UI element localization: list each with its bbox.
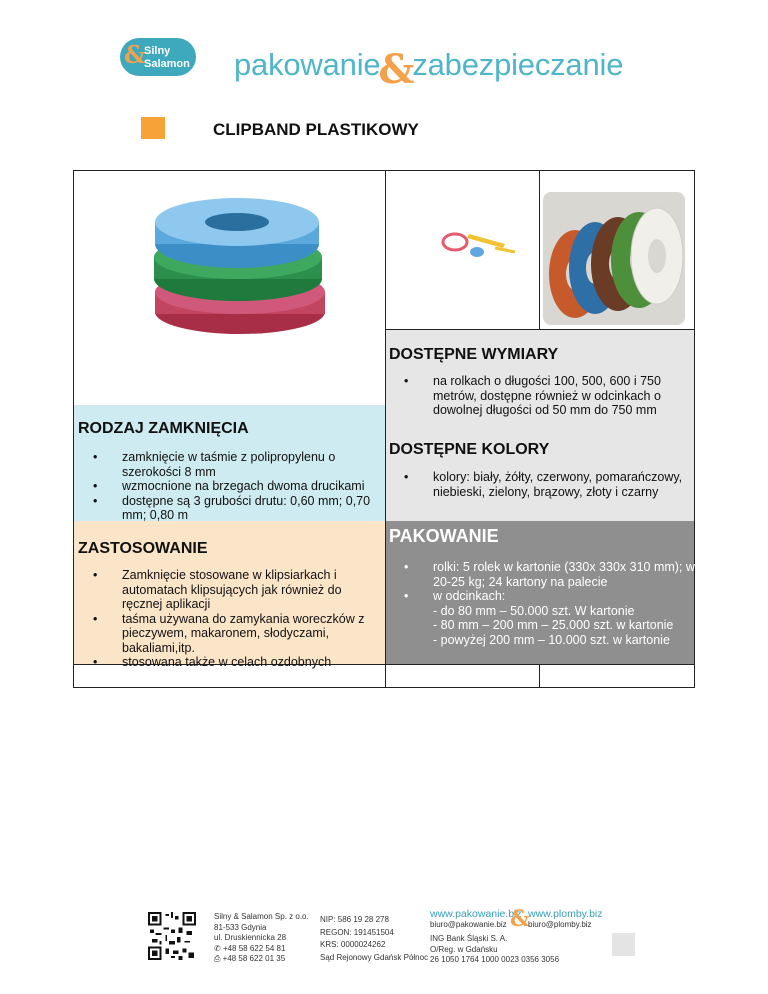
list-item: • stosowana także w celach ozdobnych <box>122 655 368 670</box>
list-item: • zamknięcie w taśmie z polipropylenu o szerokości 8 mm <box>122 450 384 479</box>
footer-mail1-link[interactable]: biuro@pakowanie.biz <box>430 920 507 929</box>
pakowanie-list <box>387 560 729 647</box>
footer-company-name: Silny & Salamon Sp. z o.o. <box>214 912 309 921</box>
company-logo <box>120 38 196 76</box>
footer-site1-link[interactable]: www.pakowanie.biz <box>430 908 522 920</box>
brand-part1: pakowanie <box>234 47 381 82</box>
footer-fax: ⎙ +48 58 622 01 35 <box>214 954 286 963</box>
list-item: • kolory: biały, żółty, czerwony, pomarańczowy, niebieski, zielony, brązowy, złoty i czarny <box>433 470 723 499</box>
footer-gray-box <box>612 933 635 956</box>
grid-line <box>539 664 540 688</box>
qr-code <box>148 912 196 960</box>
footer-nip: NIP: 586 19 28 278 <box>320 915 389 924</box>
svg-text:&: & <box>124 40 146 69</box>
phone-icon: ✆ <box>214 943 221 953</box>
wymiary-list <box>387 374 703 418</box>
fax-icon: ⎙ <box>214 954 221 963</box>
wymiary-heading: DOSTĘPNE WYMIARY <box>389 346 559 363</box>
footer-ampersand: & <box>510 906 530 932</box>
brand-part2: zabezpieczanie <box>412 47 624 82</box>
footer-court: Sąd Rejonowy Gdańsk Północ <box>320 952 429 962</box>
footer-mail2-link[interactable]: biuro@plomby.biz <box>528 920 592 929</box>
brand-wordmark <box>234 38 624 93</box>
rodzaj-list <box>76 450 384 523</box>
footer-registry <box>320 914 428 964</box>
grid-line <box>73 687 695 688</box>
list-item: • Zamknięcie stosowane w klipsiarkach i automatach klipsujących jak również do ręcznej aplikacji <box>122 568 368 612</box>
grid-line <box>385 170 386 688</box>
list-item: • wzmocnione na brzegach dwoma drucikami <box>122 479 384 494</box>
product-title: CLIPBAND PLASTIKOWY <box>213 120 419 139</box>
clips-photo <box>435 220 525 270</box>
footer-bank <box>430 934 559 966</box>
grid-line <box>73 170 695 171</box>
clipband-rolls-photo <box>133 192 343 372</box>
zastosowanie-list <box>76 568 368 670</box>
kolory-list <box>387 470 723 499</box>
kolory-heading: DOSTĘPNE KOLORY <box>389 441 550 458</box>
footer-bank-account: 26 1050 1764 1000 0023 0356 3056 <box>430 955 560 964</box>
color-rolls-photo <box>543 192 685 325</box>
svg-text:Silny: Silny <box>144 45 171 57</box>
footer-company-address <box>214 912 309 965</box>
footer-bank-name: ING Bank Śląski S. A. <box>430 934 508 943</box>
grid-line <box>73 170 74 688</box>
list-item: • na rolkach o długości 100, 500, 600 i 750 metrów, dostępne również w odcinkach o dowolnej długości od 50 mm do 750 mm <box>433 374 703 418</box>
footer-site2-link[interactable]: www.plomby.biz <box>528 908 603 920</box>
pakowanie-heading: PAKOWANIE <box>389 526 499 546</box>
footer-postal: 81-533 Gdynia <box>214 922 267 932</box>
grid-line <box>539 170 540 329</box>
rodzaj-zamkniecia-heading: RODZAJ ZAMKNIĘCIA <box>78 420 249 437</box>
product-spec-table <box>73 170 716 688</box>
list-item: • rolki: 5 rolek w kartonie (330x 330x 310 mm); waga 20-25 kg; 24 kartony na palecie <box>433 560 729 589</box>
footer-bank-branch: O/Reg. w Gdańsku <box>430 944 498 954</box>
footer-regon: REGON: 191451504 <box>320 927 394 937</box>
title-marker <box>141 117 165 139</box>
list-item: • taśma używana do zamykania woreczków z pieczywem, makaronem, słodyczami, bakaliami,itp. <box>122 612 368 656</box>
zastosowanie-heading: ZASTOSOWANIE <box>78 540 208 557</box>
footer-krs: KRS: 0000024262 <box>320 940 386 949</box>
svg-text:Salamon: Salamon <box>144 58 190 70</box>
grid-line <box>385 329 695 330</box>
brand-ampersand: & <box>378 46 415 93</box>
footer-street: ul. Druskiennicka 28 <box>214 933 287 942</box>
footer-phone: ✆ +48 58 622 54 81 <box>214 943 286 953</box>
list-item: • dostępne są 3 grubości drutu: 0,60 mm; 0,70 mm; 0,80 m <box>122 494 384 523</box>
list-item: • w odcinkach: - do 80 mm – 50.000 szt. W kartonie - 80 mm – 200 mm – 25.000 szt. w kartonie - powyżej 200 mm – 10.000 szt. w kartonie <box>433 589 729 647</box>
